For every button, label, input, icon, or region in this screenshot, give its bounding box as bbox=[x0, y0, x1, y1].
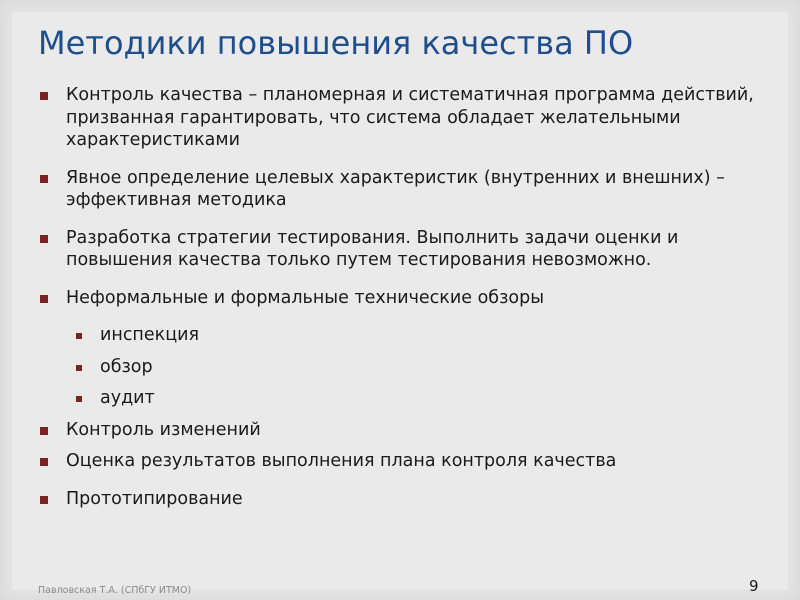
sub-bullet-marker bbox=[76, 365, 82, 371]
sub-bullet-item bbox=[72, 356, 768, 379]
bullet-text: Контроль изменений bbox=[66, 419, 261, 440]
bullet-item bbox=[38, 227, 768, 272]
bullet-list bbox=[38, 84, 768, 525]
sub-bullet-marker bbox=[76, 333, 82, 339]
page-number: 9 bbox=[749, 577, 759, 595]
bullet-marker bbox=[40, 295, 48, 303]
bullet-marker bbox=[40, 458, 48, 466]
sub-bullet-item bbox=[72, 324, 768, 347]
bullet-item bbox=[38, 84, 768, 152]
bullet-marker bbox=[40, 92, 48, 100]
bullet-text: Контроль качества – планомерная и систематичная программа действий, призванная гарантировать, что система обладает желательными характеристиками bbox=[66, 85, 754, 150]
bullet-text: Прототипирование bbox=[66, 488, 243, 509]
bullet-text: Явное определение целевых характеристик (внутренних и внешних) – эффективная методика bbox=[66, 167, 725, 210]
bullet-item bbox=[38, 488, 768, 511]
bullet-item bbox=[38, 450, 768, 473]
bullet-item bbox=[38, 287, 768, 310]
bullet-text: Разработка стратегии тестирования. Выполнить задачи оценки и повышения качества только путем тестирования невозможно. bbox=[66, 227, 679, 270]
bullet-text: Неформальные и формальные технические обзоры bbox=[66, 287, 545, 308]
bullet-marker bbox=[40, 427, 48, 435]
sub-bullet-item bbox=[72, 387, 768, 410]
bullet-marker bbox=[40, 496, 48, 504]
sub-bullet-text: обзор bbox=[100, 356, 153, 377]
bullet-item bbox=[38, 167, 768, 212]
footer-author: Павловская Т.А. (СПбГУ ИТМО) bbox=[38, 585, 192, 596]
sub-bullet-marker bbox=[76, 396, 82, 402]
bullet-item bbox=[38, 419, 768, 442]
bullet-marker bbox=[40, 235, 48, 243]
sub-bullet-text: аудит bbox=[100, 388, 155, 408]
sub-bullet-text: инспекция bbox=[100, 325, 200, 345]
slide-title: Методики повышения качества ПО bbox=[38, 24, 634, 62]
bullet-marker bbox=[40, 175, 48, 183]
bullet-text: Оценка результатов выполнения плана контроля качества bbox=[66, 451, 617, 471]
